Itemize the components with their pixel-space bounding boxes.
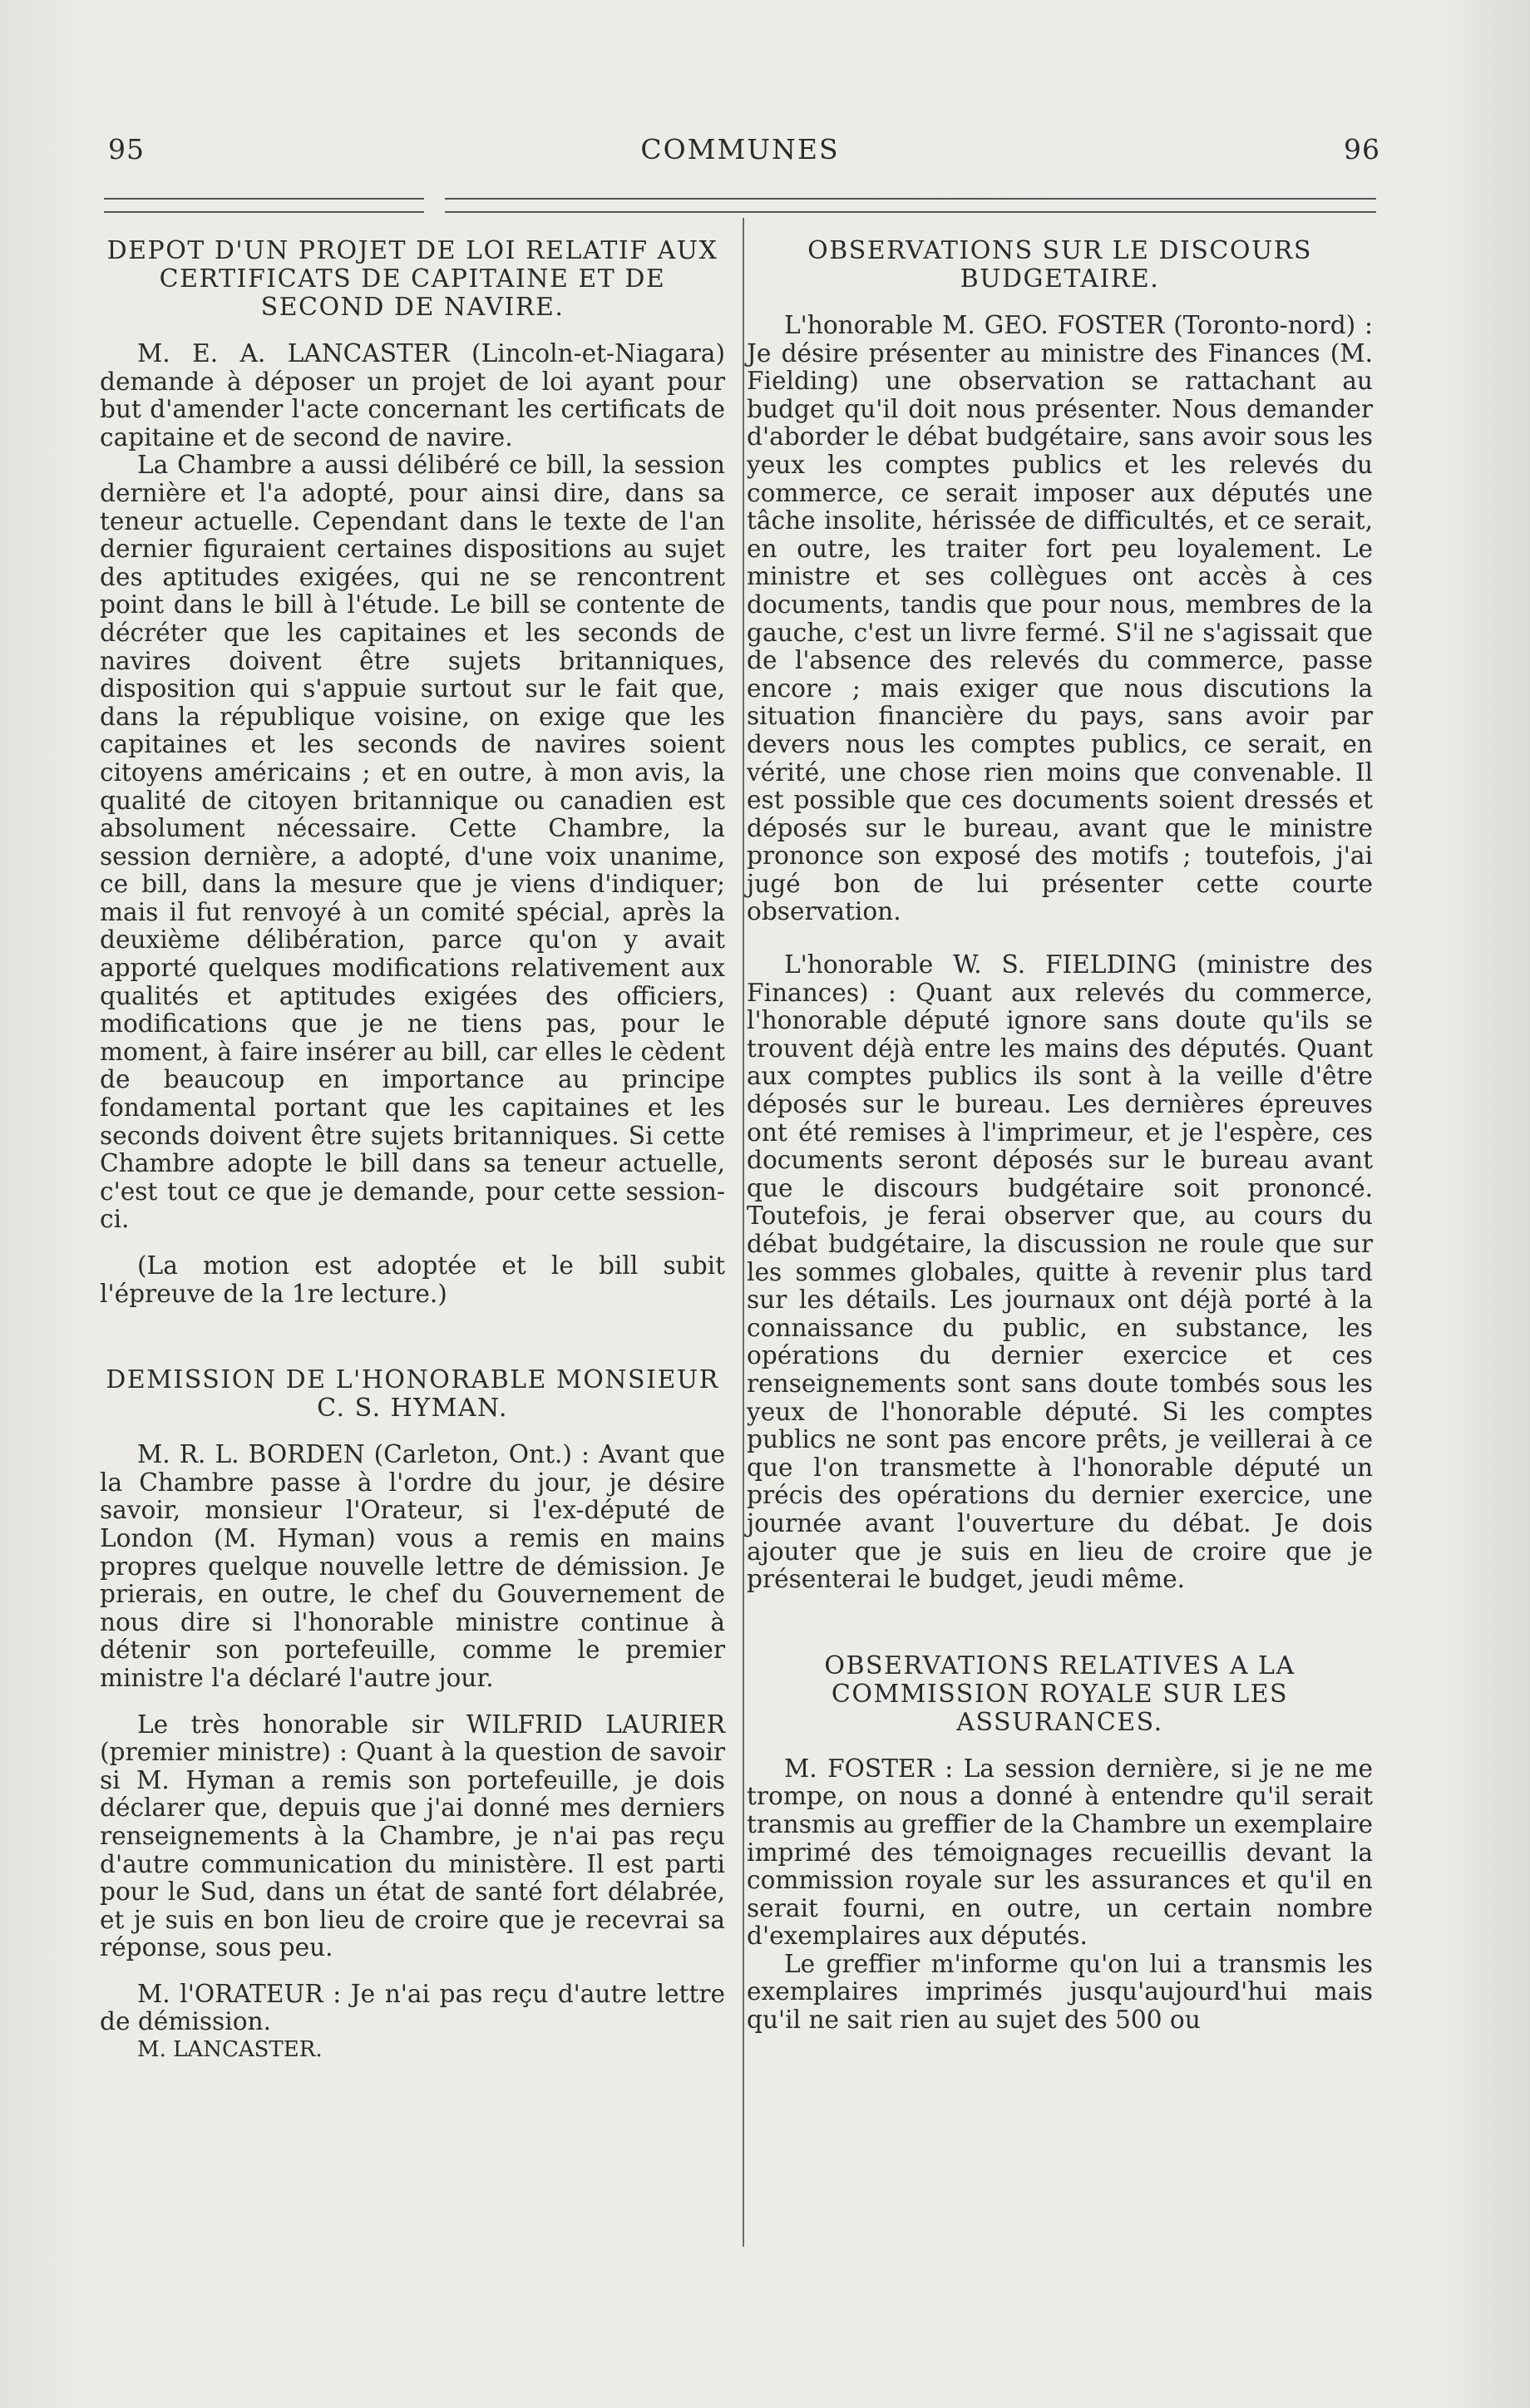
paragraph-greffier: Le greffier m'informe qu'on lui a transmis les exemplaires imprimés jusqu'aujourd'hui mais qu'il ne sait rien au sujet des 500 ou <box>747 1949 1373 2035</box>
paragraph-fielding: L'honorable W. S. FIELDING (ministre des Finances) : Quant aux relevés du commerce, l'honorable député ignore sans doute qu'ils se trouvent déjà entre les mains des députés. Quant aux comptes publics ils sont à la veille d'être déposés sur le bureau. Les dernières épreuves ont été remises à l'imprimeur, et je l'espère, ces documents seront déposés sur le bureau avant que le discours budgétaire soit prononcé. Toutefois, je ferai observer que, au cours du débat budgétaire, la discussion ne roule que sur les sommes globales, quitte à revenir plus tard sur les détails. Les journaux ont déjà porté à la connaissance du public, en substance, les opérations du dernier exercice et ces renseignements sont sans doute tombés sous les yeux de l'honorable député. Si les comptes publics ne sont pas encore prêts, je veillerai à ce que l'on transmette à l'honorable député un précis des opérations du dernier exercice, une journée avant l'ouverture du débat. Je dois ajouter que je suis en lieu de croire que je présenterai le budget, jeudi même. <box>747 950 1373 1594</box>
section-heading-certificats: DEPOT D'UN PROJET DE LOI RELATIF AUX CERTIFICATS DE CAPITAINE ET DE SECOND DE NAVIRE. <box>106 236 718 322</box>
paragraph-borden: M. R. L. BORDEN (Carleton, Ont.) : Avant que la Chambre passe à l'ordre du jour, je désire savoir, monsieur l'Orateur, si l'ex-député de London (M. Hyman) vous a remis en mains propres quelque nouvelle lettre de démission. Je prierais, en outre, le chef du Gouvernement de nous dire si l'honorable ministre continue à détenir son portefeuille, comme le premier ministre l'a déclaré l'autre jour. <box>100 1440 725 1692</box>
header-rule-right <box>445 198 1376 213</box>
column-divider <box>743 218 744 2247</box>
page-number-right: 96 <box>1344 133 1380 165</box>
left-column <box>100 237 725 2065</box>
section-heading-demission: DEMISSION DE L'HONORABLE MONSIEUR C. S. HYMAN. <box>106 1365 719 1424</box>
paragraph-laurier: Le très honorable sir WILFRID LAURIER (premier ministre) : Quant à la question de savoir si M. Hyman a remis son portefeuille, je dois déclarer que, depuis que j'ai donné mes derniers renseignements à la Chambre, je n'ai pas reçu d'autre communication du ministère. Il est parti pour le Sud, dans un état de santé fort délabrée, et je suis en bon lieu de croire que je recevrai sa réponse, sous peu. <box>100 1710 725 1962</box>
header-rule-left <box>104 198 424 213</box>
page-number-left: 95 <box>108 133 145 165</box>
paragraph-orateur: M. l'ORATEUR : Je n'ai pas reçu d'autre lettre de démission. <box>100 1979 725 2036</box>
right-column <box>747 237 1373 2035</box>
header-title: COMMUNES <box>640 133 840 165</box>
paragraph-foster-budget: L'honorable M. GEO. FOSTER (Toronto-nord) : Je désire présenter au ministre des Finances (M. Fielding) une observation se rattachant au budget qu'il doit nous présenter. Nous demander d'aborder le débat budgétaire, sans avoir sous les yeux les comptes publics et les relevés du commerce, ce serait imposer aux députés une tâche insolite, hérissée de difficultés, et ce serait, en outre, les traiter fort peu loyalement. Le ministre et ses collègues ont accès à ces documents, tandis que pour nous, membres de la gauche, c'est un livre fermé. S'il ne s'agissait que de l'absence des relevés du commerce, passe encore ; mais exiger que nous discutions la situation financière du pays, sans avoir par devers nous les comptes publics, ce serait, en vérité, une chose rien moins que convenable. Il est possible que ces documents soient dressés et déposés sur le bureau, avant que le ministre prononce son exposé des motifs ; toutefois, j'ai jugé bon de lui présenter cette courte observation. <box>747 311 1373 926</box>
paragraph-motion-adopted: (La motion est adoptée et le bill subit l'épreuve de la 1re lecture.) <box>100 1251 725 1308</box>
paragraph-lancaster-speech: La Chambre a aussi délibéré ce bill, la session dernière et l'a adopté, pour ainsi dire, dans sa teneur actuelle. Cependant dans le texte de l'an dernier figuraient certaines dispositions au sujet des aptitudes exigées, qui ne se rencontrent point dans le bill à l'étude. Le bill se contente de décréter que les capitaines et les seconds de navires doivent être sujets britanniques, disposition qui s'appuie surtout sur le fait que, dans la république voisine, on exige que les capitaines et les seconds de navires soient citoyens américains ; et en outre, à mon avis, la qualité de citoyen britannique ou canadien est absolument nécessaire. Cette Chambre, la session dernière, a adopté, d'une voix unanime, ce bill, dans la mesure que je viens d'indiquer; mais il fut renvoyé à un comité spécial, après la deuxième délibération, parce qu'on y avait apporté quelques modifications relativement aux qualités et aptitudes exigées des officiers, modifications que je ne tiens pas, pour le moment, à faire insérer au bill, car elles le cèdent de beaucoup en importance au principe fondamental portant que les capitaines et les seconds doivent être sujets britanniques. Si cette Chambre adopte le bill dans sa teneur actuelle, c'est tout ce que je demande, pour cette session-ci. <box>100 451 725 1234</box>
section-heading-budgetaire: OBSERVATIONS SUR LE DISCOURS BUDGETAIRE. <box>807 236 1312 294</box>
paragraph-foster-assurances: M. FOSTER : La session dernière, si je ne me trompe, on nous a donné à entendre qu'il serait transmis au greffier de la Chambre un exemplaire imprimé des témoignages recueillis devant la commission royale sur les assurances et qu'il en serait fourni, en outre, un certain nombre d'exemplaires aux députés. <box>747 1754 1373 1951</box>
running-header <box>100 133 1380 175</box>
paragraph-lancaster-motion: M. E. A. LANCASTER (Lincoln-et-Niagara) demande à déposer un projet de loi ayant pour but d'amender l'acte concernant les certificats de capitaine et de second de navire. <box>100 339 725 452</box>
section-heading-assurances: OBSERVATIONS RELATIVES A LA COMMISSION ROYALE SUR LES ASSURANCES. <box>824 1651 1296 1737</box>
paragraph-lancaster-short: M. LANCASTER. <box>137 2037 323 2063</box>
